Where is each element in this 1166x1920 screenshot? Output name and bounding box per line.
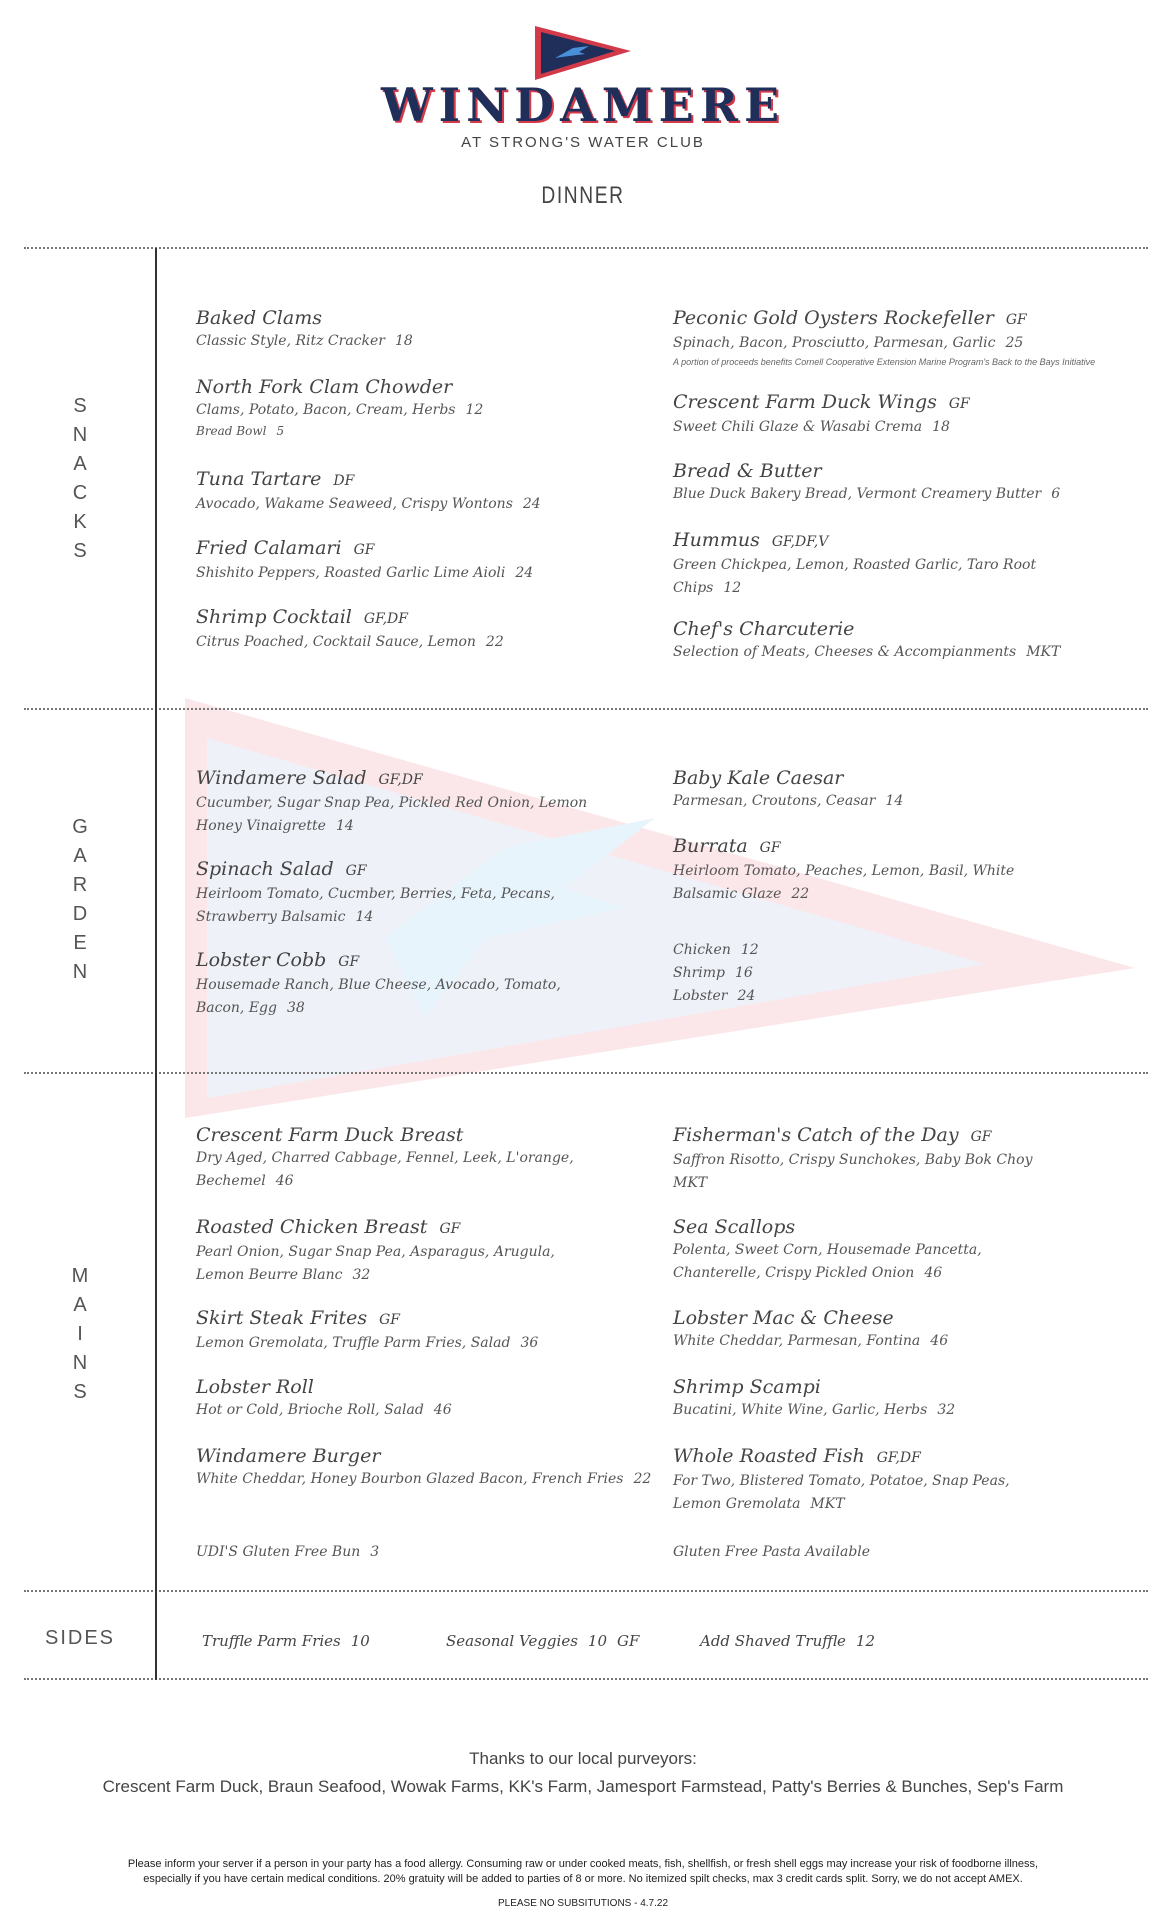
item-price: 38: [286, 1000, 305, 1016]
side-item: [202, 1632, 370, 1650]
allergy-disclaimer: [40, 1857, 1126, 1887]
item-desc: Cucumber, Sugar Snap Pea, Pickled Red Onion, Lemon: [196, 795, 588, 811]
item-desc: Green Chickpea, Lemon, Roasted Garlic, Taro Root: [673, 557, 1037, 573]
item-price: MKT: [1026, 644, 1061, 660]
side-name: Truffle Parm Fries: [202, 1632, 341, 1650]
menu-item: [673, 1375, 955, 1422]
menu-item: [196, 1306, 538, 1355]
addon-price: 12: [740, 942, 759, 958]
addon-price: 16: [735, 965, 753, 981]
logo: [0, 24, 1166, 86]
section-label-sides: [40, 1624, 120, 1653]
menu-item: [196, 536, 533, 585]
item-desc: Shishito Peppers, Roasted Garlic Lime Aioli: [196, 565, 506, 581]
addon-price: 24: [737, 988, 756, 1004]
item-price: 6: [1051, 486, 1061, 502]
item-desc: Lemon Gremolata: [673, 1496, 801, 1512]
menu-item: [196, 1375, 452, 1422]
item-desc: Avocado, Wakame Seaweed, Crispy Wontons: [196, 496, 513, 512]
item-price: 14: [885, 793, 904, 809]
item-price: MKT: [673, 1175, 708, 1191]
item-desc: Classic Style, Ritz Cracker: [196, 333, 385, 349]
item-price: 46: [924, 1265, 943, 1281]
menu-item: [196, 1215, 555, 1287]
item-price: 32: [937, 1402, 956, 1418]
divider-bottom: [24, 1678, 1148, 1680]
item-name: Crescent Farm Duck Breast: [196, 1124, 464, 1146]
item-name: Shrimp Scampi: [673, 1376, 821, 1398]
diet-tag: GF: [345, 863, 367, 879]
purveyors-note: [0, 1745, 1166, 1801]
item-name: Skirt Steak Frites: [196, 1307, 368, 1329]
no-substitutions-note: PLEASE NO SUBSITUTIONS - 4.7.22: [497, 1898, 669, 1909]
item-price: 22: [485, 634, 504, 650]
brand-subtitle: AT STRONG'S WATER CLUB: [461, 134, 705, 151]
item-price: 46: [433, 1402, 452, 1418]
item-price: 14: [355, 909, 374, 925]
item-desc: Honey Vinaigrette: [196, 818, 326, 834]
item-name: Roasted Chicken Breast: [196, 1216, 428, 1238]
item-desc: Bacon, Egg: [196, 1000, 277, 1016]
menu-item: [196, 1123, 574, 1193]
menu-item: [673, 1215, 982, 1285]
diet-tag: GF: [353, 542, 375, 558]
item-desc: Parmesan, Croutons, Ceasar: [673, 793, 876, 809]
item-name: Tuna Tartare: [196, 468, 322, 490]
side-price: 12: [855, 1632, 875, 1650]
item-desc: Heirloom Tomato, Peaches, Lemon, Basil, White: [673, 863, 1015, 879]
item-desc: Selection of Meats, Cheeses & Accompianments: [673, 644, 1017, 660]
disclaimer-line: especially if you have certain medical conditions. 20% gratuity will be added to parties of 8 or more. No itemized spilt checks, max 3 credit cards split. Sorry, we do not accept AMEX.: [143, 1873, 1023, 1885]
item-price: 46: [930, 1333, 949, 1349]
item-desc: Hot or Cold, Brioche Roll, Salad: [196, 1402, 424, 1418]
diet-tag: GF: [948, 396, 970, 412]
item-price: 25: [1005, 335, 1024, 351]
addon-name: Chicken: [673, 942, 731, 958]
item-name: Shrimp Cocktail: [196, 606, 352, 628]
menu-item: [196, 766, 587, 838]
purveyors-heading: Thanks to our local purveyors:: [469, 1749, 697, 1768]
item-name: Peconic Gold Oysters Rockefeller: [673, 307, 994, 329]
item-name: Burrata: [673, 835, 748, 857]
section-label-garden: [40, 813, 120, 987]
item-price: 12: [465, 402, 484, 418]
brand-name: WINDAMERE: [380, 78, 786, 132]
item-name: Fisherman's Catch of the Day: [673, 1124, 959, 1146]
item-desc: White Cheddar, Honey Bourbon Glazed Bacon, French Fries: [196, 1471, 624, 1487]
item-name: Sea Scallops: [673, 1216, 796, 1238]
extra-text: Gluten Free Pasta Available: [673, 1544, 871, 1560]
side-name: Seasonal Veggies: [446, 1632, 578, 1650]
purveyors-list: Crescent Farm Duck, Braun Seafood, Wowak Farms, KK's Farm, Jamesport Farmstead, Patty's Berries & Bunches, Sep's Farm: [102, 1777, 1064, 1796]
item-desc: Pearl Onion, Sugar Snap Pea, Asparagus, Arugula,: [196, 1244, 555, 1260]
item-name: Windamere Salad: [196, 767, 367, 789]
menu-item: [673, 1123, 1032, 1195]
item-note-price: 5: [276, 424, 285, 438]
diet-tag: GF,DF,V: [771, 534, 829, 550]
item-price: 14: [335, 818, 354, 834]
item-price: 24: [515, 565, 534, 581]
addon-name: Shrimp: [673, 965, 726, 981]
item-price: 22: [791, 886, 810, 902]
item-desc: Spinach, Bacon, Prosciutto, Parmesan, Garlic: [673, 335, 996, 351]
extra-text: UDI'S Gluten Free Bun: [196, 1544, 361, 1560]
item-price: 18: [932, 419, 950, 435]
item-desc: Balsamic Glaze: [673, 886, 782, 902]
item-desc: Lemon Gremolata, Truffle Parm Fries, Salad: [196, 1335, 511, 1351]
diet-tag: DF: [333, 473, 355, 489]
item-desc: Strawberry Balsamic: [196, 909, 346, 925]
salad-addons: [673, 939, 759, 1008]
diet-tag: GF: [379, 1312, 401, 1328]
item-desc: Polenta, Sweet Corn, Housemade Pancetta,: [673, 1242, 982, 1258]
side-name: Add Shaved Truffle: [700, 1632, 846, 1650]
item-price: 22: [633, 1471, 652, 1487]
item-name: Lobster Cobb: [196, 949, 327, 971]
item-price: 18: [395, 333, 413, 349]
side-item: [700, 1632, 875, 1650]
side-item: [446, 1632, 639, 1650]
item-desc: Lemon Beurre Blanc: [196, 1267, 343, 1283]
addon-name: Lobster: [673, 988, 728, 1004]
menu-item: [196, 948, 561, 1020]
item-name: Whole Roasted Fish: [673, 1445, 865, 1467]
item-name: Fried Calamari: [196, 537, 342, 559]
item-price: 32: [352, 1267, 371, 1283]
menu-extra: [196, 1541, 379, 1564]
item-name: Windamere Burger: [196, 1445, 381, 1467]
menu-item: [673, 459, 1060, 506]
menu-extra: [673, 1541, 870, 1564]
item-price: 12: [723, 580, 742, 596]
section-label-snacks: [40, 392, 120, 566]
item-desc: Heirloom Tomato, Cucmber, Berries, Feta, Pecans,: [196, 886, 555, 902]
menu-item: [196, 375, 483, 440]
item-desc: Housemade Ranch, Blue Cheese, Avocado, Tomato,: [196, 977, 561, 993]
pennant-flag-icon: [533, 24, 633, 82]
item-price: 24: [522, 496, 541, 512]
item-desc: For Two, Blistered Tomato, Potatoe, Snap Peas,: [673, 1473, 1010, 1489]
divider-snacks-garden: [24, 708, 1148, 710]
section-label-text: S N A C K S: [72, 395, 88, 562]
menu-item: [673, 834, 1014, 906]
item-name: Chef's Charcuterie: [673, 618, 855, 640]
divider-garden-mains: [24, 1072, 1148, 1074]
side-price: 10: [587, 1632, 607, 1650]
menu-item: [673, 1306, 948, 1353]
item-desc: Bucatini, White Wine, Garlic, Herbs: [673, 1402, 928, 1418]
section-label-text: SIDES: [44, 1627, 116, 1649]
diet-tag: GF: [759, 840, 781, 856]
diet-tag: GF,DF: [363, 611, 408, 627]
item-desc: Citrus Poached, Cocktail Sauce, Lemon: [196, 634, 476, 650]
item-name: Baked Clams: [196, 307, 322, 329]
item-name: Lobster Roll: [196, 1376, 314, 1398]
disclaimer-line: Please inform your server if a person in your party has a food allergy. Consuming raw or under cooked meats, fish, shellfish, or fresh shell eggs may increase your risk of foodborne illness,: [127, 1858, 1039, 1870]
item-price: 46: [275, 1173, 294, 1189]
item-price: MKT: [810, 1496, 845, 1512]
diet-tag: GF: [338, 954, 360, 970]
item-desc: Bechemel: [196, 1173, 266, 1189]
divider-top: [24, 247, 1148, 249]
diet-tag: GF: [970, 1129, 992, 1145]
diet-tag: GF: [439, 1221, 461, 1237]
item-desc: Dry Aged, Charred Cabbage, Fennel, Leek, L'orange,: [196, 1150, 574, 1166]
extra-price: 3: [370, 1544, 380, 1560]
divider-mains-sides: [24, 1590, 1148, 1592]
item-desc: Chips: [673, 580, 714, 596]
item-price: 36: [520, 1335, 539, 1351]
menu-item: [196, 1444, 651, 1491]
item-name: Hummus: [673, 529, 760, 551]
item-desc: Chanterelle, Crispy Pickled Onion: [673, 1265, 915, 1281]
menu-item: [673, 528, 1036, 600]
diet-tag: GF: [617, 1632, 640, 1650]
item-name: Bread & Butter: [673, 460, 822, 482]
section-label-text: M A I N S: [71, 1265, 89, 1403]
menu-item: [196, 306, 413, 353]
diet-tag: GF,DF: [876, 1450, 921, 1466]
section-label-text: G A R D E N: [72, 816, 88, 983]
item-desc: Saffron Risotto, Crispy Sunchokes, Baby Bok Choy: [673, 1152, 1033, 1168]
side-price: 10: [350, 1632, 370, 1650]
section-label-mains: [40, 1262, 120, 1407]
item-desc: Clams, Potato, Bacon, Cream, Herbs: [196, 402, 456, 418]
item-note: Bread Bowl: [196, 424, 267, 438]
menu-item: [673, 766, 903, 813]
menu-item: [673, 617, 1060, 664]
menu-item: [673, 1444, 1010, 1516]
menu-title: DINNER: [541, 182, 625, 209]
menu-item: [673, 390, 970, 439]
item-name: Lobster Mac & Cheese: [673, 1307, 894, 1329]
diet-tag: GF,DF: [378, 772, 423, 788]
item-name: Baby Kale Caesar: [673, 767, 844, 789]
vertical-divider: [155, 248, 157, 1680]
item-name: Crescent Farm Duck Wings: [673, 391, 937, 413]
diet-tag: GF: [1005, 312, 1027, 328]
item-desc: White Cheddar, Parmesan, Fontina: [673, 1333, 921, 1349]
item-desc: Sweet Chili Glaze & Wasabi Crema: [673, 419, 923, 435]
menu-item: [196, 467, 541, 516]
menu-item: [196, 857, 555, 929]
item-fine-print: A portion of proceeds benefits Cornell Cooperative Extension Marine Program's Back to the Bays Initiative: [673, 357, 1096, 367]
item-name: North Fork Clam Chowder: [196, 376, 453, 398]
menu-item: [196, 605, 504, 654]
item-desc: Blue Duck Bakery Bread, Vermont Creamery Butter: [673, 486, 1042, 502]
menu-item: [673, 306, 1133, 369]
item-name: Spinach Salad: [196, 858, 334, 880]
